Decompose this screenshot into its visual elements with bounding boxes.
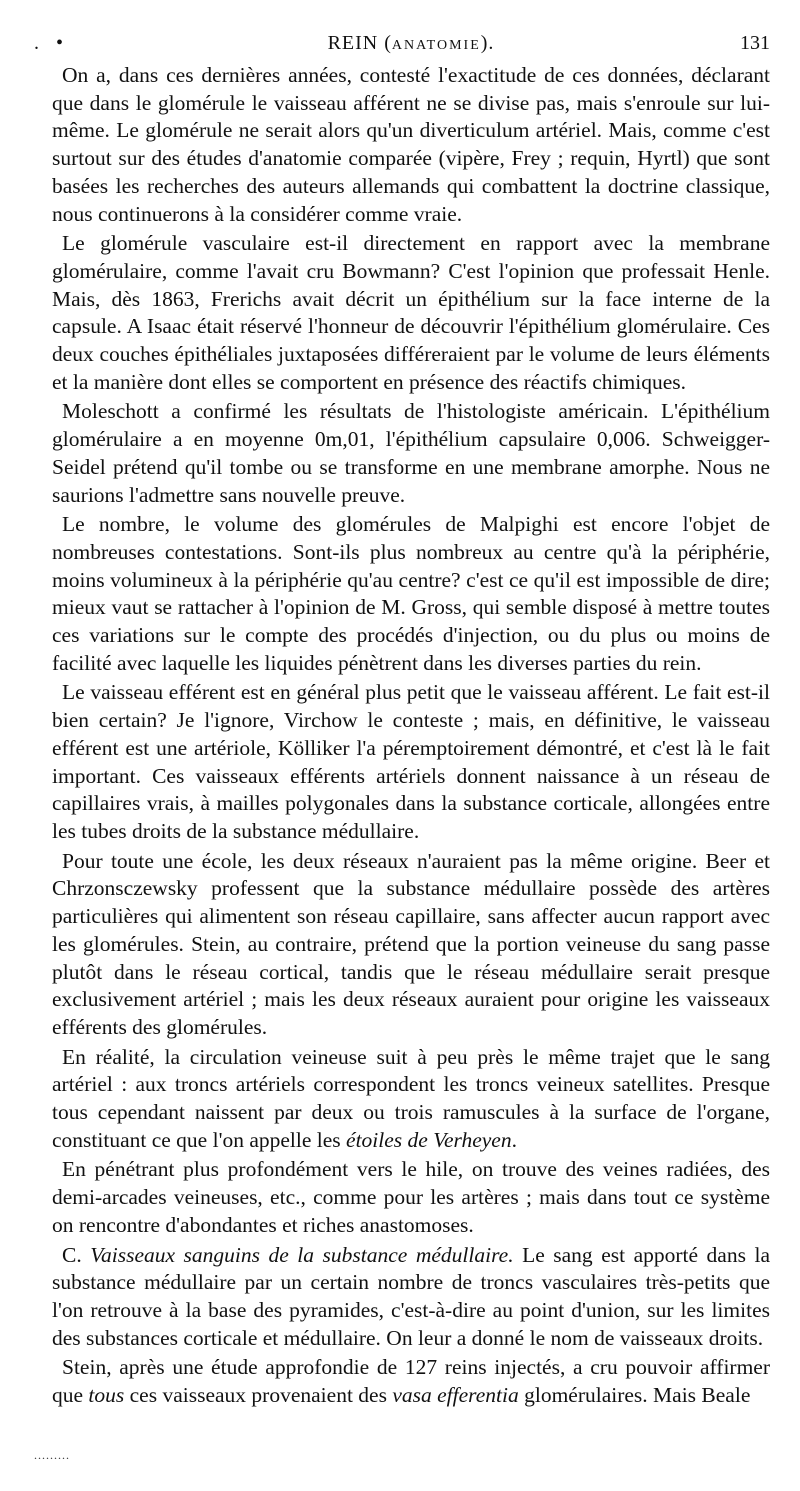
paragraph-2: Le glomérule vasculaire est-il directement en rapport avec la membrane glomérulaire, comme l'avait cru Bowmann? C'est l'opinion que professait Henle. Mais, dès 1863, Frerichs avait décrit un épithélium sur la face interne de la capsule. A Isaac était réservé l'honneur de découvrir l'épithélium glomérulaire. Ces deux couches épithéliales juxtaposées différeraient par le volume de leurs éléments et la manière dont elles se comportent en présence des réactifs chimiques. xyxy=(52,231,770,394)
paragraph-9-label: C. xyxy=(62,1242,91,1267)
paragraph-1: On a, dans ces dernières années, contesté l'exactitude de ces données, déclarant que dans le glomérule le vaisseau afférent ne se divise pas, mais s'enroule sur lui-même. Le glomérule ne serait alors qu'un diverticulum artériel. Mais, comme c'est surtout sur des études d'anatomie comparée (vipère, Frey ; requin, Hyrtl) que sont basées les recherches des auteurs allemands qui combattent la doctrine classique, nous continuerons à la considérer comme vraie. xyxy=(52,63,770,226)
section-heading-italic: Vaisseaux sanguins de la substance médullaire. xyxy=(90,1242,514,1267)
paragraph-5: Le vaisseau efférent est en général plus petit que le vaisseau afférent. Le fait est-il bien certain? Je l'ignore, Virchow le conteste ; mais, en définitive, le vaisseau efférent est une artériole, Kölliker l'a péremptoirement démontré, et c'est là le fait important. Ces vaisseaux efférents artériels donnent naissance à un réseau de capillaires vrais, à mailles polygonales dans la substance corticale, allongées entre les tubes droits de la substance médullaire. xyxy=(52,680,770,843)
paragraph-4: Le nombre, le volume des glomérules de Malpighi est encore l'objet de nombreuses contestations. Sont-ils plus nombreux au centre qu'à la périphérie, moins volumineux à la périphérie qu'au centre? c'est ce qu'il est impossible de dire; mieux vaut se rattacher à l'opinion de M. Gross, qui semble disposé à mettre toutes ces variations sur le compte des procédés d'injection, ou du plus ou moins de facilité avec laquelle les liquides pénètrent dans les diverses parties du rein. xyxy=(52,512,770,675)
paragraph-3: Moleschott a confirmé les résultats de l'histologiste américain. L'épithélium glomérulaire a en moyenne 0m,01, l'épithélium capsulaire 0,006. Schweigger-Seidel prétend qu'il tombe ou se transforme en une membrane amorphe. Nous ne saurions l'admettre sans nouvelle preuve. xyxy=(52,399,770,507)
paragraph-9-text: Le sang est apporté dans la substance médullaire par un certain nombre de troncs vasculaires très-petits que l'on retrouve à la base des pyramides, c'est-à-dire au point d'union, sur les limites des substances corticale et médullaire. On leur a donné le nom de vaisseaux droits. xyxy=(52,1242,770,1350)
running-title xyxy=(52,28,770,61)
body-text xyxy=(52,62,770,1410)
running-title-small: ANATOMIE xyxy=(391,38,481,53)
paragraph-7-end: . xyxy=(511,1127,517,1152)
running-title-end: ). xyxy=(480,32,495,54)
paragraph-8: En pénétrant plus profondément vers le hile, on trouve des veines radiées, des demi-arcades veineuses, etc., comme pour les artères ; mais dans tout ce système on rencontre d'abondantes et riches anastomoses. xyxy=(52,1157,770,1237)
paragraph-7-text: En réalité, la circulation veineuse suit à peu près le même trajet que le sang artériel : aux troncs artériels correspondent les troncs veineux satellites. Presque tous cependant naissent par deux ou trois ramuscules à la surface de l'organe, constituant ce que l'on appelle les xyxy=(52,1044,770,1152)
page xyxy=(34,28,770,1468)
paragraph-10-italic: tous xyxy=(88,1383,125,1408)
page-number: 131 xyxy=(740,32,770,54)
footer-mark: ......... xyxy=(34,1448,70,1462)
header-mark: . • xyxy=(34,32,70,54)
paragraph-7 xyxy=(52,1044,770,1155)
paragraph-9 xyxy=(52,1242,770,1353)
paragraph-10 xyxy=(52,1354,770,1409)
running-title-main: REIN ( xyxy=(327,32,392,54)
paragraph-7-italic: étoiles de Verheyen xyxy=(346,1127,512,1152)
running-header xyxy=(34,28,770,62)
paragraph-6: Pour toute une école, les deux réseaux n'auraient pas la même origine. Beer et Chrzonsczewsky professent que la substance médullaire possède des artères particulières qui alimentent son réseau capillaire, sans affecter aucun rapport avec les glomérules. Stein, au contraire, prétend que la portion veineuse du sang passe plutôt dans le réseau cortical, tandis que le réseau médullaire serait presque exclusivement artériel ; mais les deux réseaux auraient pour origine les vaisseaux efférents des glomérules. xyxy=(52,848,770,1039)
paragraph-10-italic-2: vasa efferentia xyxy=(392,1383,519,1408)
paragraph-10-text: Stein, après une étude approfondie de 127 reins injectés, a cru pouvoir affirmer que xyxy=(52,1355,770,1408)
paragraph-10-mid: ces vaisseaux provenaient des xyxy=(124,1383,393,1408)
paragraph-10-end: glomérulaires. Mais Beale xyxy=(518,1383,751,1408)
